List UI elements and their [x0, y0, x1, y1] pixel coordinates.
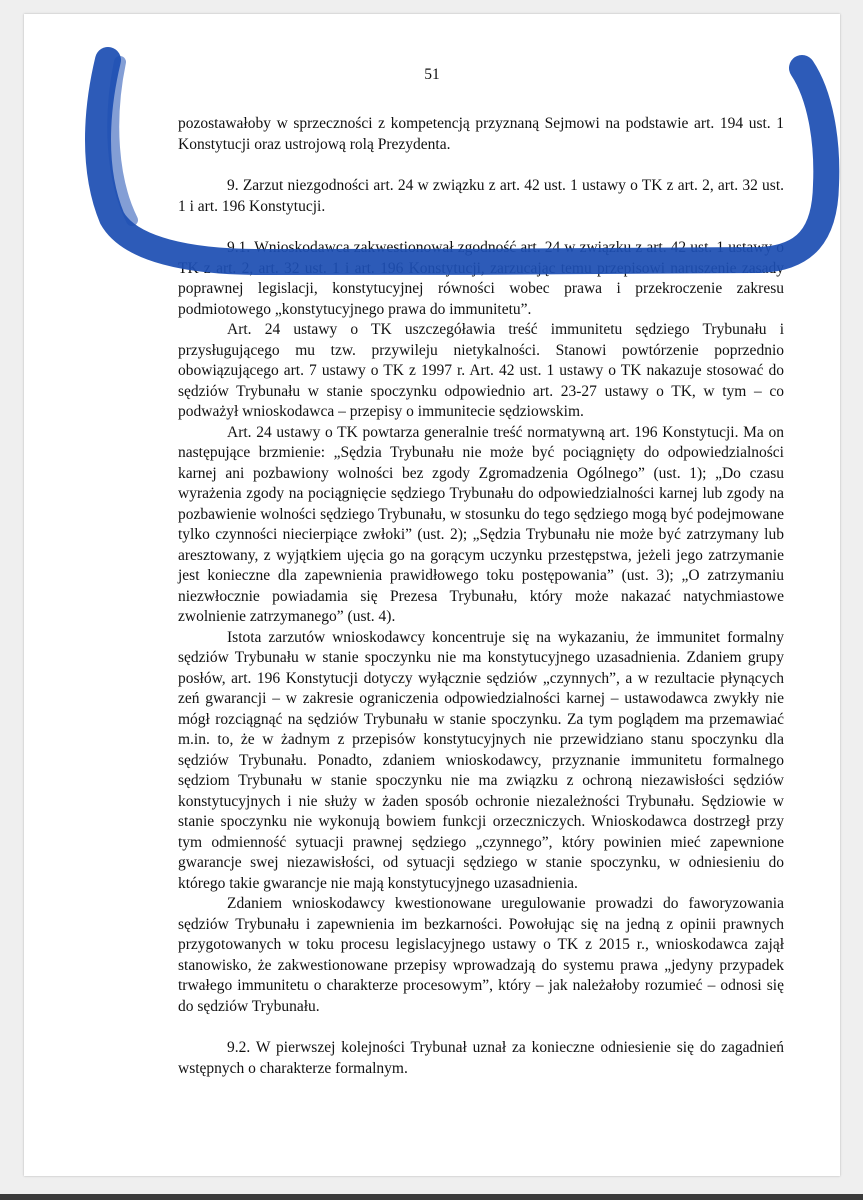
section-heading-9-2: 9.2. W pierwszej kolejności Trybunał uznał za konieczne odniesienie się do zagadnień wstępnych o charakterze formalnym. — [178, 1039, 784, 1077]
paragraph: 9.1. Wnioskodawca zakwestionował zgodność art. 24 w związku z art. 42 ust. 1 ustawy o TK z art. 2, art. 32 ust. 1 i art. 196 Konstytucji, zarzucając temu przepisowi naruszenie zasady poprawnej legislacji, konstytucyjnej równości wobec prawa i przekroczenie zakresu podmiotowego „konstytucyjnego prawa do immunitetu”. — [178, 239, 784, 318]
section-heading-9: 9. Zarzut niezgodności art. 24 w związku z art. 42 ust. 1 ustawy o TK z art. 2, art. 32 ust. 1 i art. 196 Konstytucji. — [178, 177, 784, 215]
paragraph: Art. 24 ustawy o TK powtarza generalnie treść normatywną art. 196 Konstytucji. Ma on następujące brzmienie: „Sędzia Trybunału nie może być pociągnięty do odpowiedzialności karnej ani pozbawiony wolności bez zgody Zgromadzenia Ogólnego” (ust. 1); „Do czasu wyrażenia zgody na pociągnięcie sędziego Trybunału do odpowiedzialności karnej lub zgody na pozbawienie wolności sędziego Trybunału, w stosunku do tego sędziego mogą być podejmowane tylko czynności niecierpiące zwłoki” (ust. 2); „Sędzia Trybunału nie może być zatrzymany lub aresztowany, z wyjątkiem ujęcia go na gorącym uczynku przestępstwa, jeżeli jego zatrzymanie jest konieczne dla zapewnienia prawidłowego toku postępowania” (ust. 3); „O zatrzymaniu niezwłocznie powiadamia się Prezesa Trybunału, który może nakazać natychmiastowe zwolnienie zatrzymanego” (ust. 4). — [178, 423, 784, 625]
bottom-bar — [0, 1194, 863, 1200]
document-page — [24, 14, 840, 1176]
document-body — [178, 114, 784, 1079]
paragraph: Istota zarzutów wnioskodawcy koncentruje się na wykazaniu, że immunitet formalny sędziów Trybunału w stanie spoczynku nie ma konstytucyjnego uzasadnienia. Zdaniem grupy posłów, art. 196 Konstytucji dotyczy wyłącznie sędziów „czynnych”, a w rezultacie płynących zeń gwarancji – w zakresie ograniczenia odpowiedzialności karnej – ustawodawca zwykły nie mógł rozciągnąć na sędziów Trybunału w stanie spoczynku. Za tym poglądem ma przemawiać m.in. to, że w żadnym z przepisów konstytucyjnych nie przewidziano stanu spoczynku dla sędziów Trybunału. Ponadto, zdaniem wnioskodawcy, przyznanie immunitetu formalnego sędziom Trybunału w stanie spoczynku nie ma związku z ochroną niezawisłości sędziów konstytucyjnych i nie służy w żaden sposób ochronie niezależności Trybunału. Sędziowie w stanie spoczynku nie wykonują bowiem funkcji orzeczniczych. Wnioskodawca dostrzegł przy tym odmienność sytuacji prawnej sędziego „czynnego”, który powinien mieć zapewnione gwarancje swej niezawisłości, od sytuacji sędziego w stanie spoczynku, w odniesieniu do którego takie gwarancje nie mają konstytucyjnego uzasadnienia. — [178, 628, 784, 892]
page-number: 51 — [424, 66, 440, 83]
paragraph: pozostawałoby w sprzeczności z kompetencją przyznaną Sejmowi na podstawie art. 194 ust. 1 Konstytucji oraz ustrojową rolą Prezydenta. — [178, 115, 784, 153]
paragraph: Zdaniem wnioskodawcy kwestionowane uregulowanie prowadzi do faworyzowania sędziów Trybunału i zapewnienia im bezkarności. Powołując się na jedną z opinii prawnych przygotowanych w toku procesu legislacyjnego ustawy o TK z 2015 r., wnioskodawca zajął stanowisko, że zakwestionowane przepisy wprowadzają do systemu prawa „jedyny przypadek trwałego immunitetu o charakterze procesowym”, który – jak należałoby rozumieć – odnosi się do sędziów Trybunału. — [178, 895, 784, 1015]
paragraph: Art. 24 ustawy o TK uszczegóławia treść immunitetu sędziego Trybunału i przysługującego mu tzw. przywileju nietykalności. Stanowi powtórzenie poprzednio obowiązującego art. 7 ustawy o TK z 1997 r. Art. 42 ust. 1 ustawy o TK nakazuje stosować do sędziów Trybunału w stanie spoczynku odpowiednio art. 23-27 ustawy o TK, w tym – co podważył wnioskodawca – przepisy o immunitecie sędziowskim. — [178, 321, 784, 420]
